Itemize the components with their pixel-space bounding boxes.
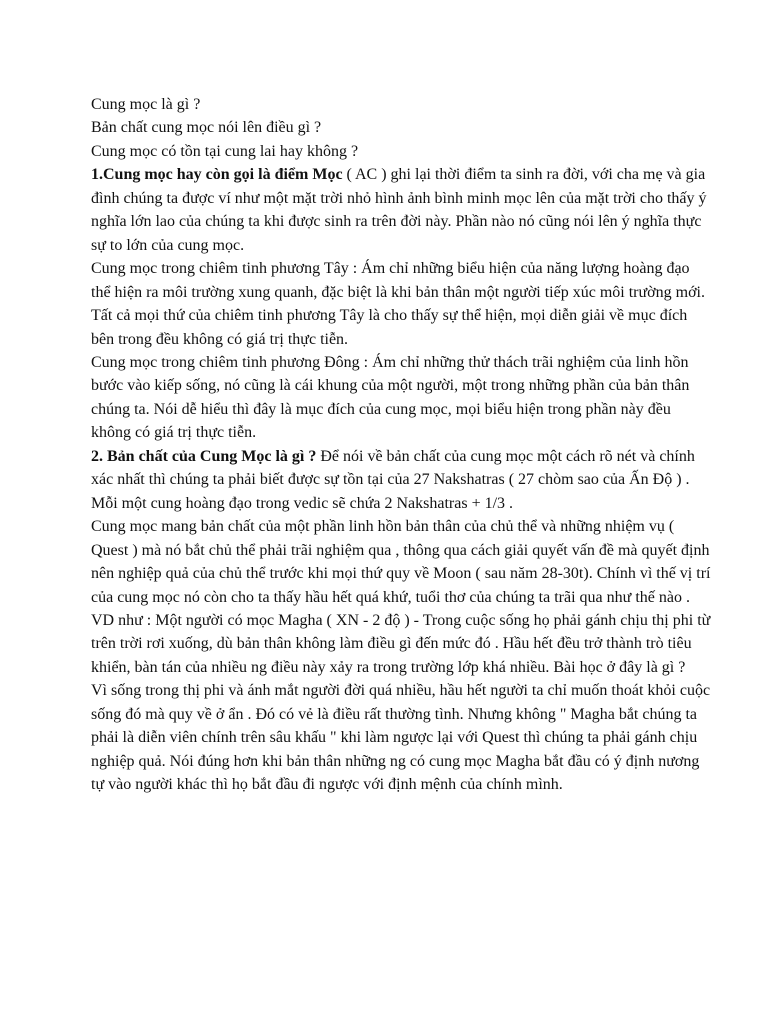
question-line: Bản chất cung mọc nói lên điều gì ? [91, 119, 322, 137]
question-line: Cung mọc có tồn tại cung lai hay không ? [91, 142, 359, 160]
western-astrology-paragraph [91, 257, 711, 351]
nature-text: Cung mọc mang bản chất của một phần linh hồn bản thân của chủ thể và những nhiệm vụ ( Quest ) mà nó bắt chủ thể phải trãi nghiệm qua , thông qua cách giải quyết vấn đề mà quyết định nên nghiệp quả của chủ thể trước khi mọi thứ quy về Moon ( sau năm 28-30t). Chính vì thế vị trí của cung mọc nó còn cho ta thấy hầu hết quá khứ, tuổi thơ của chúng ta trãi qua như thế nào . [91, 518, 711, 606]
conclusion-paragraph [91, 679, 711, 796]
section-2-paragraph [91, 445, 711, 515]
eastern-astrology-text: Cung mọc trong chiêm tinh phương Đông : Ám chỉ những thử thách trãi nghiệm của linh hồn bước vào kiếp sống, nó cũng là cái khung của một người, một trong những phần của bản thân chúng ta. Nói dễ hiểu thì đây là mục đích của cung mọc, mọi biểu hiện trong phần này đều không có giá trị thực tiễn. [91, 353, 690, 442]
section-1-heading: 1.Cung mọc hay còn gọi là điểm Mọc [91, 166, 343, 184]
question-line: Cung mọc là gì ? [91, 96, 201, 113]
nature-paragraph [91, 515, 711, 609]
eastern-astrology-paragraph [91, 351, 711, 445]
western-astrology-text: Cung mọc trong chiêm tinh phương Tây : Ám chỉ những biểu hiện của năng lượng hoàng đạo thể hiện ra môi trường xung quanh, đặc biệt là khi bản thân một người tiếp xúc môi trường mới. Tất cả mọi thứ của chiêm tinh phương Tây là cho thấy sự thể hiện, mọi diễn giải về mục đích bên trong đều không có giá trị thực tiễn. [91, 260, 705, 348]
section-1-paragraph [91, 163, 711, 257]
example-paragraph [91, 609, 711, 679]
section-2-text: Để nói về bản chất của cung mọc một cách rõ nét và chính xác nhất thì chúng ta phải biết được sự tồn tại của 27 Nakshatras ( 27 chòm sao của Ấn Độ ) . Mỗi một cung hoàng đạo trong vedic sẽ chứa 2 Nakshatras + 1/3 . [91, 447, 695, 512]
document-body [91, 93, 711, 797]
section-2-heading: 2. Bản chất của Cung Mọc là gì ? [91, 447, 317, 465]
conclusion-text: Vì sống trong thị phi và ánh mắt người đời quá nhiều, hầu hết người ta chỉ muốn thoát khỏi cuộc sống đó mà quy về ở ẩn . Đó có vẻ là điều rất thường tình. Nhưng không " Magha bắt chúng ta phải là diễn viên chính trên sâu khấu " khi làm ngược lại với Quest thì chúng ta phải gánh chịu nghiệp quả. Nói đúng hơn khi bản thân những ng có cung mọc Magha bắt đầu có ý định nương tự vào người khác thì họ bắt đầu đi ngược với định mệnh của chính mình. [91, 682, 711, 794]
example-text: VD như : Một người có mọc Magha ( XN - 2 độ ) - Trong cuộc sống họ phải gánh chịu thị phi từ trên trời rơi xuống, dù bản thân không làm điều gì đến mức đó . Hầu hết đều trở thành trò tiêu khiển, bàn tán của nhiều ng điều này xảy ra trong trường lớp khá nhiều. Bài học ở đây là gì ? [91, 611, 711, 676]
section-1-text: ( AC ) ghi lại thời điểm ta sinh ra đời, với cha mẹ và gia đình chúng ta được ví như một mặt trời nhỏ hình ảnh bình minh mọc lên của mặt trời cho thấy ý nghĩa lớn lao của chúng ta khi được sinh ra trên đời này. Phần nào nó cũng nói lên ý nghĩa thực sự to lớn của cung mọc. [91, 166, 707, 254]
